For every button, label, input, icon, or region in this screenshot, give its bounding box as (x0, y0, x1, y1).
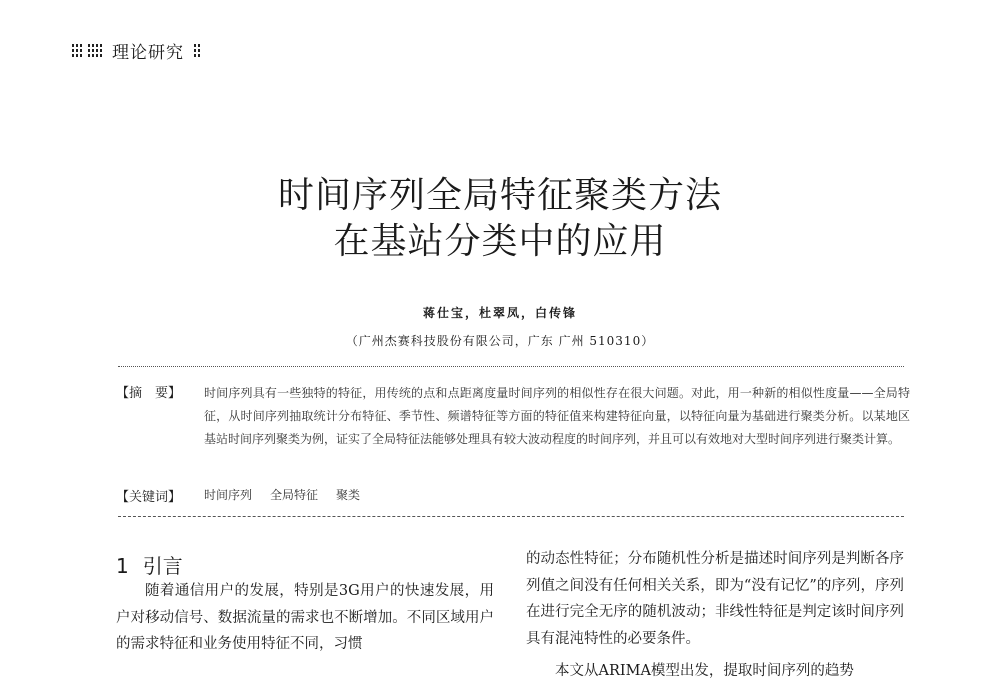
page-header (72, 38, 200, 63)
affiliation: （广州杰赛科技股份有限公司，广东 广州 510310） (345, 334, 655, 348)
divider-bottom (118, 516, 904, 517)
section-heading (116, 550, 183, 579)
keyword-item: 时间序列 (204, 488, 253, 502)
abstract-label: 【摘 要】 (116, 386, 182, 401)
header-ornament-right (194, 44, 200, 58)
keyword-item: 全局特征 (270, 488, 319, 502)
section-number: 1 (116, 554, 129, 578)
header-ornament-left2 (88, 44, 102, 58)
keyword-item: 聚类 (336, 488, 361, 502)
keywords-label: 【关键词】 (116, 490, 182, 505)
right-column (526, 546, 904, 685)
left-column-text: 随着通信用户的发展，特别是3G用户的快速发展，用户对移动信号、数据流量的需求也不断增加。不同区域用户的需求特征和业务使用特征不同，习惯 (116, 583, 494, 652)
divider-top (118, 366, 904, 367)
header-ornament-left (72, 44, 82, 58)
section-title: 引言 (142, 554, 183, 578)
right-column-paragraph: 本文从ARIMA模型出发，提取时间序列的趋势 (555, 663, 854, 679)
authors: 蒋仕宝，杜翠凤，白传锋 (422, 306, 577, 320)
paper-title-line1: 时间序列全局特征聚类方法 (277, 175, 722, 216)
abstract-text: 时间序列具有一些独特的特征，用传统的点和点距离度量时间序列的相似性存在很大问题。对此，用一种新的相似性度量——全局特征，从时间序列抽取统计分布特征、季节性、频谱特征等方面的特征值来构建特征向量，以特征向量为基础进行聚类分析。以某地区基站时间序列聚类为例，证实了全局特征法能够处理具有较大波动程度的时间序列，并且可以有效地对大型时间序列进行聚类计算。 (204, 386, 910, 446)
keywords-list (204, 486, 360, 503)
header-section-label: 理论研究 (112, 43, 184, 63)
right-column-paragraph: 的动态性特征；分布随机性分析是描述时间序列是判断各序列值之间没有任何相关关系，即为“没有记忆”的序列，序列在进行完全无序的随机波动；非线性特征是判定该时间序列具有混沌特性的必要条件。 (526, 551, 904, 647)
paper-title-line2: 在基站分类中的应用 (333, 221, 667, 262)
